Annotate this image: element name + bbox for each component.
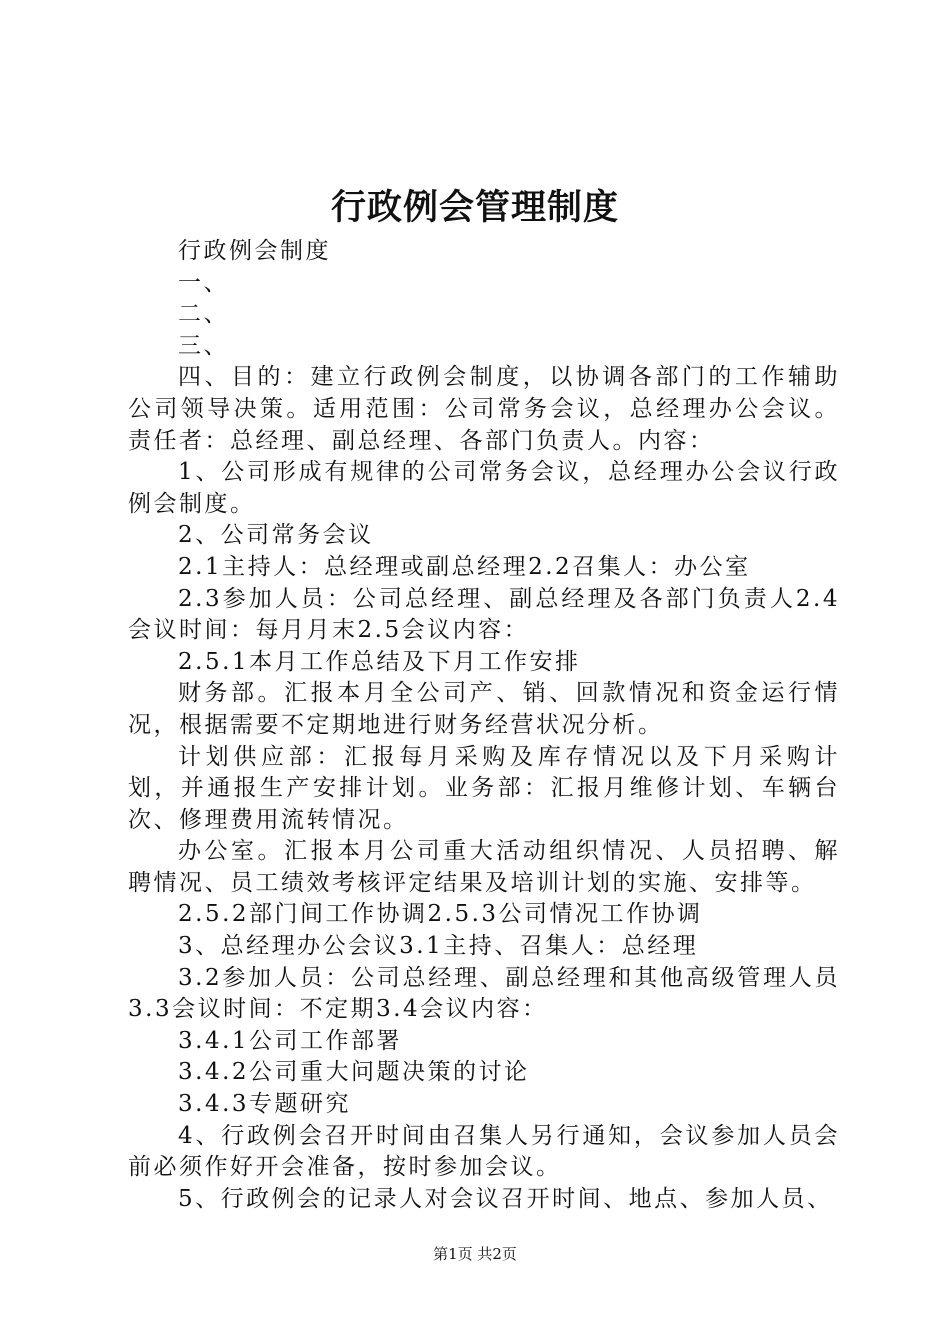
paragraph: 一、 <box>178 269 229 296</box>
paragraph: 办公室。汇报本月公司重大活动组织情况、人员招聘、解聘情况、员工绩效考核评定结果及培训计划的实施、安排等。 <box>128 838 840 896</box>
document-body <box>128 236 840 1215</box>
paragraph: 4、行政例会召开时间由召集人另行通知，会议参加人员会前必须作好开会准备，按时参加会议。 <box>128 1122 840 1181</box>
paragraph: 二、 <box>178 301 229 328</box>
paragraph: 3、总经理办公会议3.1主持、召集人：总经理 <box>178 933 699 960</box>
document-title: 行政例会管理制度 <box>330 187 619 228</box>
paragraph: 3.4.2公司重大问题决策的讨论 <box>178 1059 530 1086</box>
paragraph: 2.3参加人员：公司总经理、副总经理及各部门负责人2.4会议时间：每月月末2.5会议内容： <box>128 585 840 644</box>
paragraph: 3.4.3专题研究 <box>178 1091 352 1118</box>
paragraph: 2.5.2部门间工作协调2.5.3公司情况工作协调 <box>178 901 703 928</box>
paragraph: 计划供应部：汇报每月采购及库存情况以及下月采购计划，并通报生产安排计划。业务部：汇报月维修计划、车辆台次、修理费用流转情况。 <box>128 743 840 833</box>
paragraph: 3.4.1公司工作部署 <box>178 1027 403 1054</box>
paragraph: 行政例会制度 <box>178 238 331 264</box>
paragraph: 三、 <box>178 332 229 359</box>
page-number: 第1页 共2页 <box>433 1245 517 1263</box>
paragraph: 1、公司形成有规律的公司常务会议，总经理办公会议行政例会制度。 <box>128 459 840 517</box>
paragraph: 3.2参加人员：公司总经理、副总经理和其他高级管理人员3.3会议时间：不定期3.4会议内容： <box>128 964 840 1023</box>
paragraph: 四、目的：建立行政例会制度，以协调各部门的工作辅助公司领导决策。适用范围：公司常务会议，总经理办公会议。责任者：总经理、副总经理、各部门负责人。内容： <box>128 364 840 454</box>
paragraph: 财务部。汇报本月全公司产、销、回款情况和资金运行情况，根据需要不定期地进行财务经营状况分析。 <box>128 680 840 738</box>
paragraph: 2.1主持人：总经理或副总经理2.2召集人：办公室 <box>178 553 751 580</box>
paragraph: 5、行政例会的记录人对会议召开时间、地点、参加人员、 <box>178 1185 833 1212</box>
paragraph: 2、公司常务会议 <box>178 522 374 549</box>
paragraph: 2.5.1本月工作总结及下月工作安排 <box>178 648 581 675</box>
